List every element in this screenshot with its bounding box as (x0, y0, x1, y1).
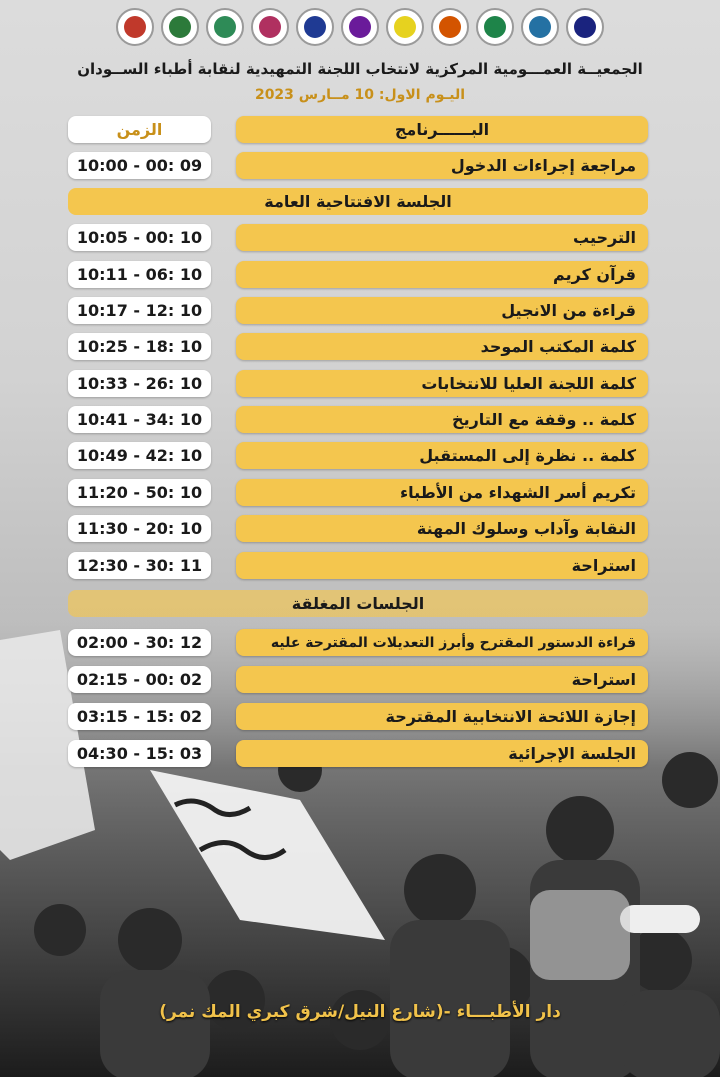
partner-logos-row (0, 8, 720, 46)
schedule-time: 10 :18 - 10:25 (68, 333, 211, 360)
schedule-activity: إجازة اللائحة الانتخابية المقترحة (236, 703, 648, 730)
schedule-time: 12 :30 - 02:00 (68, 629, 211, 656)
schedule-time: 10 :12 - 10:17 (68, 297, 211, 324)
logo-7-icon (386, 8, 424, 46)
logo-3-icon (206, 8, 244, 46)
schedule-activity: قراءة الدستور المقترح وأبرز التعديلات المقترحة عليه (236, 629, 648, 656)
schedule-time: 10 :06 - 10:11 (68, 261, 211, 288)
logo-6-icon (341, 8, 379, 46)
schedule-activity: مراجعة إجراءات الدخول (236, 152, 648, 179)
schedule-time: 02 :15 - 03:15 (68, 703, 211, 730)
schedule-time: 10 :50 - 11:20 (68, 479, 211, 506)
schedule-activity: الترحيب (236, 224, 648, 251)
logo-1-icon (116, 8, 154, 46)
schedule-time: 10 :00 - 10:05 (68, 224, 211, 251)
logo-10-icon (521, 8, 559, 46)
section-heading: الجلسة الافتتاحية العامة (68, 188, 648, 215)
schedule-activity: النقابة وآداب وسلوك المهنة (236, 515, 648, 542)
event-date: اليـوم الاول: 10 مــارس 2023 (254, 87, 466, 103)
schedule-time: 09 :00 - 10:00 (68, 152, 211, 179)
logo-11-icon (566, 8, 604, 46)
schedule-time: 10 :20 - 11:30 (68, 515, 211, 542)
schedule-activity: استراحة (236, 552, 648, 579)
schedule-activity: قراءة من الانجيل (236, 297, 648, 324)
schedule-time: 10 :42 - 10:49 (68, 442, 211, 469)
logo-4-icon (251, 8, 289, 46)
venue-footer: دار الأطبـــاء -(شارع النيل/شرق كبري المك نمر) (159, 1002, 561, 1022)
logo-9-icon (476, 8, 514, 46)
schedule-time: 10 :26 - 10:33 (68, 370, 211, 397)
schedule-time: 11 :30 - 12:30 (68, 552, 211, 579)
schedule-activity: كلمة .. وقفة مع التاريخ (236, 406, 648, 433)
schedule-time: 10 :34 - 10:41 (68, 406, 211, 433)
logo-2-icon (161, 8, 199, 46)
schedule-activity: استراحة (236, 666, 648, 693)
schedule-activity: كلمة المكتب الموحد (236, 333, 648, 360)
schedule-activity: كلمة .. نظرة إلى المستقبل (236, 442, 648, 469)
schedule-activity: الجلسة الإجرائية (236, 740, 648, 767)
schedule-activity: قرآن كريم (236, 261, 648, 288)
schedule-activity: كلمة اللجنة العليا للانتخابات (236, 370, 648, 397)
event-title: الجمعيــة العمـــومية المركزية لانتخاب اللجنة التمهيدية لنقابة أطباء الســودان (77, 60, 643, 78)
logo-5-icon (296, 8, 334, 46)
section-heading: الجلسات المغلقة (68, 590, 648, 617)
logo-8-icon (431, 8, 469, 46)
schedule-time: 03 :15 - 04:30 (68, 740, 211, 767)
schedule-activity: تكريم أسر الشهداء من الأطباء (236, 479, 648, 506)
schedule-time: 02 :00 - 02:15 (68, 666, 211, 693)
program-header: البــــــرنامج (236, 116, 648, 143)
time-header: الزمن (68, 116, 211, 143)
